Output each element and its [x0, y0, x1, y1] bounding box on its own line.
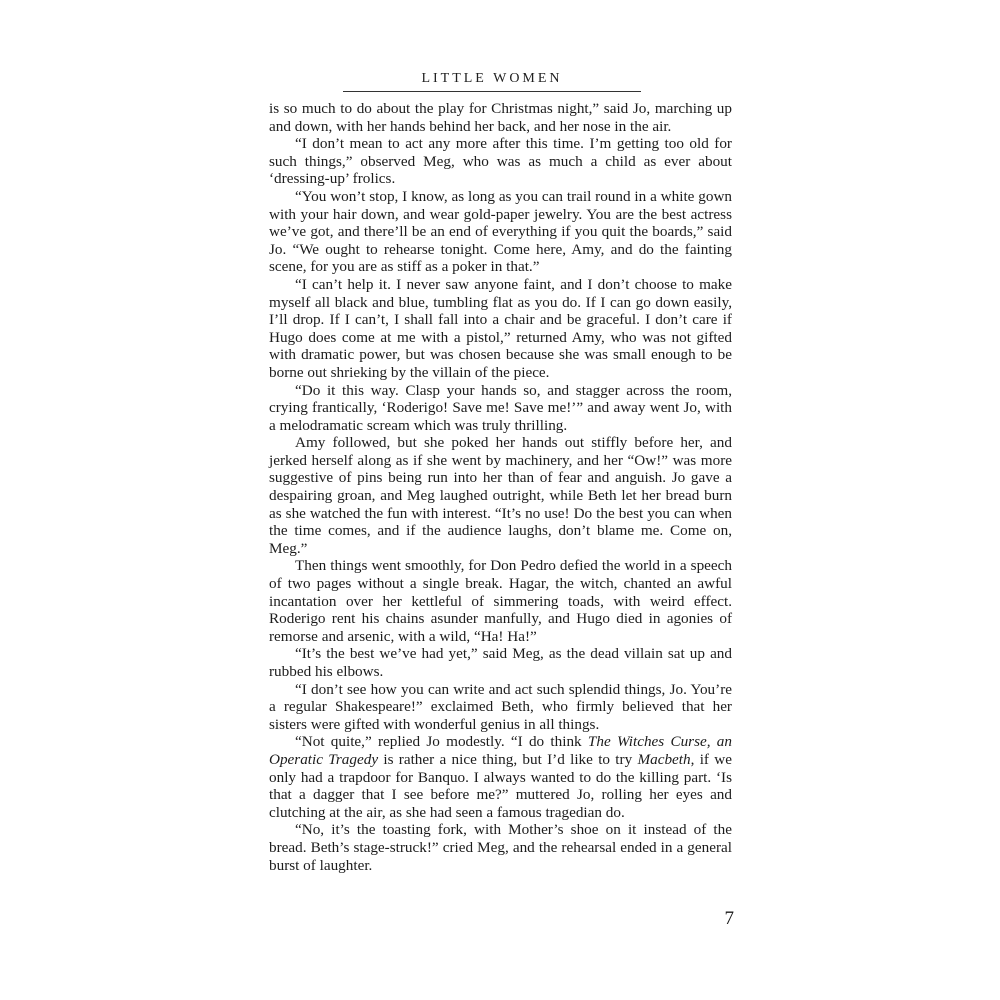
- paragraph: “I don’t mean to act any more after this time. I’m getting too old for such things,” observed Meg, who was as much a child as ever about ‘dressing-up’ frolics.: [269, 135, 732, 188]
- paragraph: [269, 733, 732, 821]
- paragraph-segment: is rather a nice thing, but I’d like to try: [378, 750, 638, 768]
- paragraph-segment: , if we only had a trapdoor for Banquo. I always wanted to do the killing part. ‘Is that a dagger that I see before me?” muttered Jo, rolling her eyes and clutching at the air, as she had seen a famous tragedian do.: [269, 750, 732, 821]
- body-text: [269, 100, 732, 874]
- paragraph: “I don’t see how you can write and act such splendid things, Jo. You’re a regular Shakespeare!” exclaimed Beth, who firmly believed that her sisters were gifted with wonderful genius in all things.: [269, 680, 732, 733]
- paragraph: Amy followed, but she poked her hands out stiffly before her, and jerked herself along as if she went by machinery, and her “Ow!” was more suggestive of pins being run into her than of fear and anguish. Jo gave a despairing groan, and Meg laughed outright, while Beth let her bread burn as she watched the fun with interest. “It’s no use! Do the best you can when the time comes, and if the audience laughs, don’t blame me. Come on, Meg.”: [269, 434, 732, 557]
- paragraph: “Do it this way. Clasp your hands so, and stagger across the room, crying frantically, ‘Roderigo! Save me! Save me!’” and away went Jo, with a melodramatic scream which was truly thrilling.: [269, 381, 732, 434]
- paragraph: “It’s the best we’ve had yet,” said Meg, as the dead villain sat up and rubbed his elbows.: [269, 645, 732, 680]
- running-head-title: LITTLE WOMEN: [421, 71, 563, 86]
- page-number: 7: [724, 908, 734, 929]
- paragraph: “You won’t stop, I know, as long as you can trail round in a white gown with your hair down, and wear gold-paper jewelry. You are the best actress we’ve got, and there’ll be an end of everything if you quit the boards,” said Jo. “We ought to rehearse tonight. Come here, Amy, and do the fainting scene, for you are as stiff as a poker in that.”: [269, 187, 732, 276]
- italic-title-witches-curse: The Witches Curse, an Operatic Tragedy: [269, 733, 732, 768]
- paragraph: “No, it’s the toasting fork, with Mother’s shoe on it instead of the bread. Beth’s stage-struck!” cried Meg, and the rehearsal ended in a general burst of laughter.: [269, 821, 732, 874]
- running-head-rule: [343, 91, 641, 92]
- italic-title-macbeth: Macbeth: [637, 750, 691, 768]
- paragraph: Then things went smoothly, for Don Pedro defied the world in a speech of two pages without a single break. Hagar, the witch, chanted an awful incantation over her kettleful of simmering toads, with weird effect. Roderigo rent his chains asunder manfully, and Hugo died in agonies of remorse and arsenic, with a wild, “Ha! Ha!”: [269, 557, 732, 645]
- paragraph: is so much to do about the play for Christmas night,” said Jo, marching up and down, with her hands behind her back, and her nose in the air.: [269, 100, 732, 135]
- paragraph-segment: “Not quite,” replied Jo modestly. “I do think: [295, 733, 588, 751]
- paragraph: “I can’t help it. I never saw anyone faint, and I don’t choose to make myself all black and blue, tumbling flat as you do. If I can go down easily, I’ll drop. If I can’t, I shall fall into a chair and be graceful. I don’t care if Hugo does come at me with a pistol,” returned Amy, who was not gifted with dramatic power, but was chosen because she was small enough to be borne out shrieking by the villain of the piece.: [269, 275, 732, 381]
